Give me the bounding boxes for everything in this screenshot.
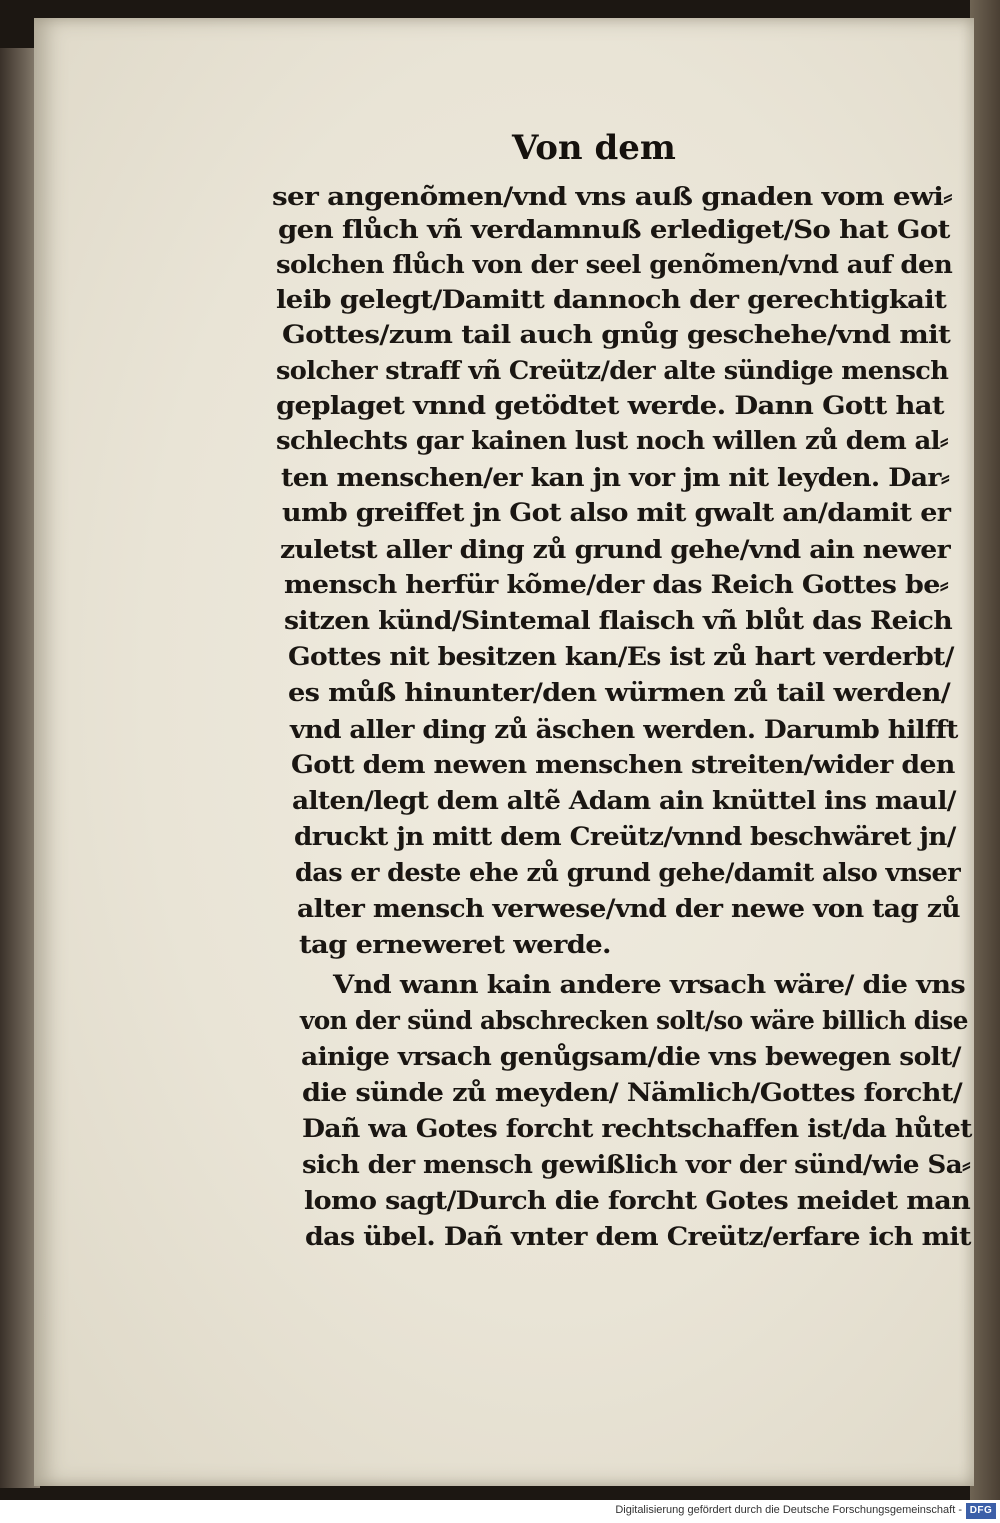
text-line: alten/legt dem altẽ Adam ain knüttel ins maul/	[292, 786, 956, 815]
text-line: mensch herfür kõme/der das Reich Gottes be⸗	[284, 570, 949, 599]
text-line: schlechts gar kainen lust noch willen zů dem al⸗	[276, 426, 948, 455]
text-line: zuletst aller ding zů grund gehe/vnd ain newer	[280, 535, 951, 564]
text-line: sich der mensch gewißlich vor der sünd/wie Sa⸗	[302, 1150, 971, 1179]
text-line: Gott dem newen menschen streiten/wider den	[291, 750, 955, 779]
text-line: sitzen künd/Sintemal flaisch vñ blůt das Reich	[284, 606, 953, 635]
text-line: die sünde zů meyden/ Nämlich/Gottes forcht/	[302, 1078, 962, 1107]
text-line: Gottes nit besitzen kan/Es ist zů hart verderbt/	[288, 642, 954, 671]
text-line: ser angenõmen/vnd vns auß gnaden vom ewi⸗	[272, 182, 952, 211]
text-line: alter mensch verwese/vnd der newe von tag zů	[297, 894, 960, 923]
dfg-logo-icon: DFG	[966, 1503, 996, 1519]
text-line: solchen flůch von der seel genõmen/vnd auf den	[276, 250, 953, 279]
text-line: ainige vrsach genůgsam/die vns bewegen solt/	[301, 1042, 961, 1071]
text-line: Vnd wann kain andere vrsach wäre/ die vns	[333, 970, 966, 999]
text-line: vnd aller ding zů äschen werden. Darumb hilfft	[290, 715, 958, 744]
text-line: druckt jn mitt dem Creütz/vnnd beschwäret jn/	[294, 822, 956, 851]
text-line: ten menschen/er kan jn vor jm nit leyden. Dar⸗	[281, 463, 950, 492]
text-line: leib gelegt/Damitt dannoch der gerechtigkait	[276, 285, 947, 314]
text-line: es můß hinunter/den würmen zů tail werden/	[288, 678, 951, 707]
text-line: geplaget vnnd getödtet werde. Dann Gott hat	[276, 391, 944, 420]
text-line: das übel. Dañ vnter dem Creütz/erfare ich mit	[305, 1222, 971, 1251]
text-line: das er deste ehe zů grund gehe/damit also vnser	[295, 858, 961, 887]
text-line: Dañ wa Gotes forcht rechtschaffen ist/da hůtet	[302, 1114, 972, 1143]
footer-credit: Digitalisierung gefördert durch die Deutsche Forschungsgemeinschaft -	[615, 1504, 962, 1516]
text-line: Gottes/zum tail auch gnůg geschehe/vnd mit	[282, 320, 951, 349]
text-line: solcher straff vñ Creütz/der alte sündige mensch	[276, 356, 949, 385]
text-line: von der sünd abschrecken solt/so wäre billich dise	[300, 1006, 968, 1035]
footer-bar	[0, 1500, 1000, 1523]
text-line: tag erneweret werde.	[299, 930, 611, 959]
text-line: umb greiffet jn Got also mit gwalt an/damit er	[282, 498, 951, 527]
text-line: gen flůch vñ verdamnuß erlediget/So hat Got	[278, 215, 950, 244]
text-line: lomo sagt/Durch die forcht Gotes meidet man	[304, 1186, 971, 1215]
page-headline: Von dem	[512, 128, 676, 168]
book-cover-right	[970, 0, 1000, 1500]
